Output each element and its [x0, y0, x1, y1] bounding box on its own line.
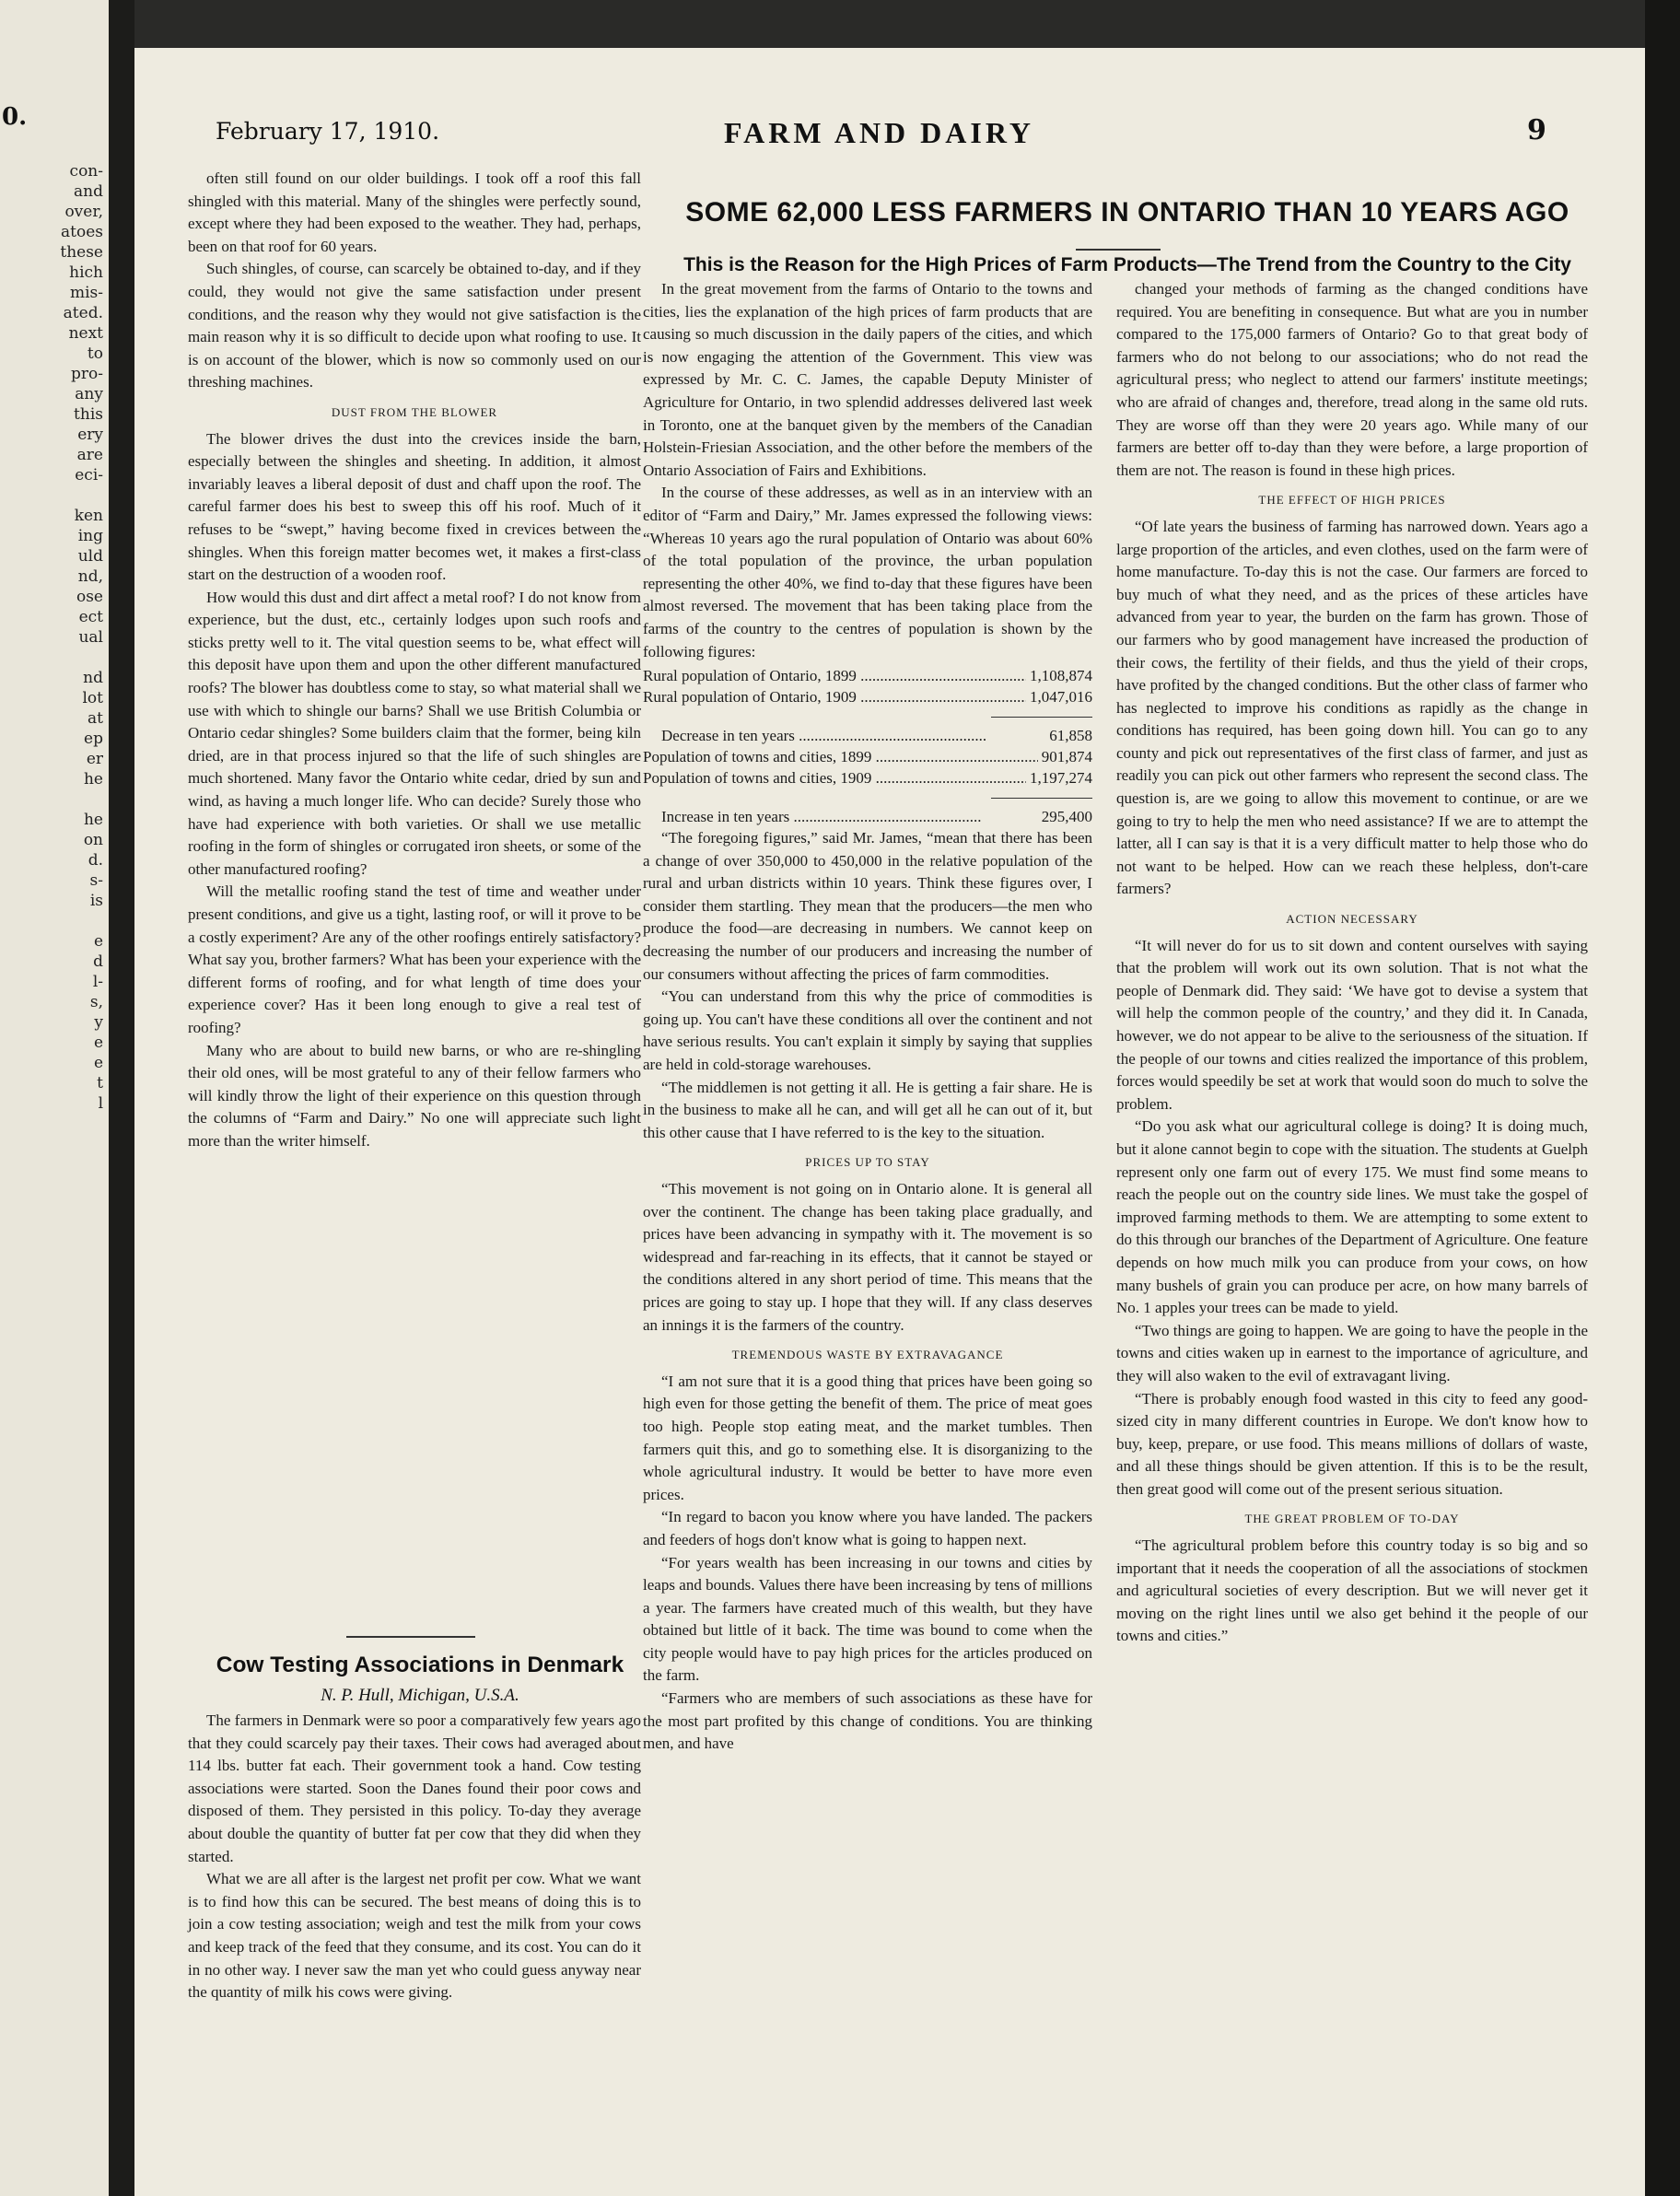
issue-date: February 17, 1910. — [216, 118, 440, 145]
population-table — [643, 665, 1092, 827]
text-fragment: pro- — [71, 365, 103, 383]
effect-text — [1116, 516, 1588, 901]
text-fragment: this — [74, 405, 103, 424]
intro-text — [643, 278, 1092, 663]
continued-text — [1116, 278, 1588, 482]
newspaper-page — [134, 48, 1645, 2196]
text-fragment: t — [97, 1074, 103, 1092]
text-fragment: s, — [89, 993, 103, 1011]
masthead-title: FARM AND DAIRY — [724, 116, 1034, 149]
text-fragment: ose — [76, 588, 103, 606]
subhead-dust-from-blower: DUST FROM THE BLOWER — [331, 404, 498, 419]
paragraph: “It will never do for us to sit down and content ourselves with saying that the problem will work out its own solution. That is not what the people of Denmark did. They said: ‘We have got to devise a system that will help the common people of the country,’ and they did it. In Canada, however, we do not appear to be alive to the seriousness of the situation. If the people of our towns and cities realized the importance of this problem, forces would speedily be set at work that would soon do much to solve the problem. — [1116, 936, 1588, 1113]
cow-testing-author: N. P. Hull, Michigan, U.S.A. — [321, 1686, 519, 1705]
stat-row: Rural population of Ontario, 1909 ..... 1,047,016 — [643, 686, 1092, 707]
text-fragment: these — [60, 243, 103, 262]
text-fragment: ect — [78, 608, 103, 626]
stat-row: Decrease in ten years ..... 61,858 — [643, 725, 1092, 746]
main-headline: SOME 62,000 LESS FARMERS IN ONTARIO THAN 10 YEARS AGO — [685, 197, 1569, 228]
text-fragment: atoes — [61, 223, 103, 241]
action-text — [1116, 935, 1588, 1501]
previous-page-strip — [0, 0, 109, 2196]
subhead-action: ACTION NECESSARY — [1286, 912, 1418, 927]
text-fragment: to — [87, 345, 103, 363]
paragraph: “Two things are going to happen. We are going to have the people in the towns and cities waken up in earnest to the importance of agriculture, and they will also waken to the evil of extravagant living. — [1116, 1321, 1588, 1384]
stat-row: Population of towns and cities, 1899 ..... 901,874 — [643, 746, 1092, 767]
paragraph: “This movement is not going on in Ontario alone. It is general all over the continent. The change has been taking place gradually, and prices have been advancing in sympathy with it. The movement is so widespread and far-reaching in its effects, that it cannot be stayed or the conditions altered in any short period of time. This means that the prices are going to stay up. I hope that they will. If any class deserves an innings it is the farmers of the country. — [643, 1180, 1092, 1334]
article-divider — [346, 1636, 475, 1638]
text-fragment: e — [93, 1054, 103, 1072]
text-fragment: ated. — [63, 304, 103, 322]
paragraph: “The foregoing figures,” said Mr. James, “mean that there has been a change of over 350,000 to 450,000 in the relative population of the rural and urban districts within 10 years. Think these figures over, I consider them startling. They mean that the producers—the men who produce the food—are decreasing in numbers. We cannot keep on decreasing the number of our producers and increasing the number of our consumers without affecting the prices of farm commodities. — [643, 829, 1092, 983]
paragraph: “In regard to bacon you know where you have landed. The packers and feeders of hogs don't know what is going to happen next. — [643, 1508, 1092, 1548]
paragraph: “Of late years the business of farming has narrowed down. Years ago a large proportion of the articles, and even clothes, used on the farm were of home manufacture. To-day this is not the case. Our farmers are forced to buy much of what they need, and as the prices of these articles have advanced from year to year, the burden on the farm has grown. Those of our farmers who by good management have increased the production of their cows, the fertility of their fields, and thus the yield of their crops, have profited by the changed conditions. But the other class of farmer who has neglected to improve his conditions as rapidly as the change in conditions has required, has been going down hill. You can go to any county and pick out representatives of the first class of farmer, and just as readily you can pick out other farmers who represent the second class. The question is, are we going to allow this movement to continue, or are we going to try to help the men who need assistance? If we are to attempt the latter, all I can say is that it is a very difficult matter to help those who do not want to be helped. How can we reach these helpless, don't-care farmers? — [1116, 517, 1588, 898]
headline-rule — [1076, 249, 1161, 251]
stat-row: Population of towns and cities, 1909 ..... 1,197,274 — [643, 767, 1092, 788]
text-fragment: he — [83, 770, 103, 788]
text-fragment: next — [68, 324, 103, 343]
paragraph: What we are all after is the largest net profit per cow. What we want is to find how this can be secured. The best means of doing this is to join a cow testing association; weigh and test the milk from your cows and keep track of the feed that they consume, and its cost. You can do it in no other way. I never saw the man yet who could guess anyway near the quantity of milk his cows were giving. — [188, 1870, 641, 2002]
after-table-text — [643, 827, 1092, 1144]
text-fragment: are — [76, 446, 103, 464]
text-fragment: nd — [83, 669, 103, 687]
paragraph: “Do you ask what our agricultural college is doing? It is doing much, but it alone cannot begin to cope with the situation. The students at Guelph represent only one farm out of every 175. We must find some means to reach the people out on the country side lines. We must take the gospel of improved farming methods to them. We are attempting to some extent to do this through our branches of the Department of Agriculture. One feature depends on how much milk you can produce from your cows, on how many bushels of grain you can produce per acre, on how many barrels of No. 1 apples your trees can be made to yield. — [1116, 1117, 1588, 1317]
prices-text — [643, 1178, 1092, 1337]
text-fragment: eci- — [75, 466, 103, 485]
text-fragment: he — [83, 811, 103, 829]
problem-text — [1116, 1535, 1588, 1648]
scan-border — [1645, 0, 1680, 2196]
subhead-effect: THE EFFECT OF HIGH PRICES — [1258, 493, 1446, 508]
text-fragment: l- — [92, 973, 103, 991]
main-subheadline: This is the Reason for the High Prices of Farm Products—The Trend from the Country to the City — [683, 254, 1571, 275]
waste-text — [643, 1371, 1092, 1756]
text-fragment: y — [94, 1013, 103, 1032]
text-fragment: at — [88, 709, 103, 728]
text-fragment: ery — [77, 426, 103, 444]
text-fragment: ual — [78, 628, 103, 647]
text-fragment: con- — [69, 162, 103, 181]
text-fragment: and — [74, 182, 103, 201]
text-fragment: ing — [77, 527, 103, 545]
main-article-column-2 — [643, 278, 1092, 1756]
table-rule — [991, 717, 1092, 718]
roofing-text-a — [188, 168, 641, 394]
paragraph: “I am not sure that it is a good thing that prices have been going so high even for those getting the benefit of them. The price of meat goes too high. People stop eating meat, and the market tumbles. Then farmers quit this, and go to something else. It is disorganizing to the whole agricultural industry. It would be better to have more even prices. — [643, 1372, 1092, 1503]
paragraph: Such shingles, of course, can scarcely be obtained to-day, and if they could, they would not give the same satisfaction under present conditions, and the reason why they would not give satisfaction is the main reason why it is so difficult to decide upon what roofing to use. It is on account of the blower, which is now so commonly used on our threshing machines. — [188, 260, 641, 391]
stat-row: Increase in ten years ..... 295,400 — [643, 806, 1092, 827]
paragraph: “The middlemen is not getting it all. He is getting a fair share. He is in the business to make all he can, and will get all he can out of it, but this other cause that I have referred to is the key to the situation. — [643, 1078, 1092, 1141]
text-fragment: e — [93, 1034, 103, 1052]
roofing-column — [188, 168, 641, 1153]
text-fragment: hich — [69, 263, 103, 282]
text-fragment: mis- — [69, 284, 103, 302]
paragraph: “For years wealth has been increasing in our towns and cities by leaps and bounds. Values there have been increasing by tens of millions a year. The farmers have created much of this wealth, but they have obtained but little of it back. The time was bound to come when the city people would have to pay high prices for the articles produced on the farm. — [643, 1553, 1092, 1685]
paragraph: often still found on our older buildings. I took off a roof this fall shingled with this material. Many of the shingles were perfectly sound, except where they had been exposed to the weather. They had, perhaps, been on that roof for 60 years. — [188, 169, 641, 255]
paragraph: The farmers in Denmark were so poor a comparatively few years ago that they could scarcely pay their taxes. Their cows had averaged about 114 lbs. butter fat each. Their government took a hand. Cow testing associations were started. Soon the Danes found their poor cows and disposed of them. They persisted in this policy. To-day they average about double the quantity of butter fat per cow that they did when they started. — [188, 1711, 641, 1865]
page-gutter — [109, 0, 134, 2196]
cow-testing-title: Cow Testing Associations in Denmark — [216, 1653, 624, 1677]
table-rule — [991, 798, 1092, 799]
text-fragment: uld — [77, 547, 103, 566]
page-number: 9 — [1527, 114, 1546, 146]
text-fragment: any — [75, 385, 103, 403]
text-fragment: l — [98, 1094, 103, 1113]
paragraph: In the great movement from the farms of Ontario to the towns and cities, lies the explanation of the high prices of farm products that are causing so much discussion in the daily papers of the cities, and which is now engaging the attention of the Government. This view was expressed by Mr. C. C. James, the capable Deputy Minister of Agriculture for Ontario, in two splendid addresses delivered last week in Toronto, one at the banquet given by the members of the Canadian Holstein-Friesian Association, and the other before the members of the Ontario Association of Fairs and Exhibitions. — [643, 280, 1092, 479]
paragraph: changed your methods of farming as the changed conditions have required. You are benefiting in consequence. But what are you in number compared to the 175,000 farmers of Ontario? Go to that great body of farmers who do not belong to our associations; who do not read the agricultural press; who neglect to attend our farmers' institute meetings; who are afraid of changes and, therefore, tread along in the same old ruts. They are worse off than they were 20 years ago. While many of our farmers are better off to-day than they were before, a large proportion of them are not. The reason is found in these high prices. — [1116, 280, 1588, 479]
paragraph: Will the metallic roofing stand the test of time and weather under present conditions, and give us a tight, lasting roof, or will it prove to be a costly experiment? Are any of the other roofings entirely satisfactory? What say you, brother farmers? What has been your experience with the different forms of roofing, and for what length of time does your experience cover? Has it been long enough to give a real test of roofing? — [188, 882, 641, 1036]
text-fragment: d — [93, 952, 103, 971]
main-article-column-3 — [1116, 278, 1588, 1648]
text-fragment: nd, — [77, 567, 103, 586]
paragraph: “There is probably enough food wasted in this city to feed any good-sized city in many different countries in Europe. We don't know how to buy, keep, prepare, or use food. This means millions of dollars of waste, and all these things should be given attention. If this is to be the result, then great good will come out of the present serious situation. — [1116, 1389, 1588, 1498]
roofing-text-b — [188, 428, 641, 1153]
cow-testing-body — [188, 1710, 641, 2004]
text-fragment: on — [83, 831, 103, 849]
paragraph: “The agricultural problem before this country today is so big and so important that it needs the cooperation of all the associations of stockmen and agricultural societies of every description. But we will never get it moving on the right lines until we also get behind it the people of our towns and cities.” — [1116, 1536, 1588, 1645]
subhead-waste: TREMENDOUS WASTE BY EXTRAVAGANCE — [731, 1348, 1004, 1362]
text-fragment: ken — [74, 507, 103, 525]
text-fragment: d. — [88, 851, 103, 870]
paragraph: “You can understand from this why the price of commodities is going up. You can't have these conditions all over the continent and not have serious results. You can't explain it simply by saying that supplies are held in cold-storage warehouses. — [643, 987, 1092, 1074]
paragraph: Many who are about to build new barns, or who are re-shingling their old ones, will be most grateful to any of their fellow farmers who will kindly throw the light of their experience on this question through the columns of “Farm and Dairy.” No one will appreciate such light more than the writer himself. — [188, 1041, 641, 1150]
paragraph: The blower drives the dust into the crevices inside the barn, especially between the shingles and sheeting. In addition, it almost invariably leaves a liberal deposit of dust and chaff upon the roof. The careful farmer does his best to sweep this off his roof. Much of it refuses to be “swept,” having become fixed in crevices between the shingles. When this foreign matter becomes wet, it makes a first-class start on the destruction of a wooden roof. — [188, 429, 641, 584]
paragraph: “Farmers who are members of such associations as these have for the most part profited by this change of conditions. You are thinking men, and have — [643, 1689, 1092, 1753]
subhead-problem: THE GREAT PROBLEM OF TO-DAY — [1244, 1512, 1460, 1526]
text-fragment: er — [86, 750, 103, 768]
paragraph: How would this dust and dirt affect a metal roof? I do not know from experience, but the dust, etc., certainly lodges upon such roofs and sticks pretty well to it. The vital question seems to be, what effect will this deposit have upon them and upon the other different manufactured roofs? The blower has doubtless come to stay, so what material shall we use with which to shingle our barns? Shall we use British Columbia or Ontario cedar shingles? Some builders claim that the former, being kiln dried, are in that process injured so that the life of such shingles are much shortened. Many favor the Ontario white cedar, dried by sun and wind, as having a much longer life. Who can decide? Surely those who have had experience with both varieties. Or shall we use metallic roofing in the form of shingles or corrugated iron sheets, or some of the other manufactured roofing? — [188, 588, 641, 878]
paragraph: In the course of these addresses, as well as in an interview with an editor of “Farm and Dairy,” Mr. James expressed the following views: “Whereas 10 years ago the rural population of Ontario was about 60% of the total population of the province, the urban population representing the other 40%, we find to-day that these figures have been almost reversed. The movement that has been taking place from the farms of the country to the centres of population is shown by the following figures: — [643, 484, 1092, 660]
text-fragment: ep — [84, 730, 103, 748]
text-fragment: e — [93, 932, 103, 951]
text-fragment: over, — [64, 203, 103, 221]
text-fragment: lot — [82, 689, 103, 707]
text-fragment: s- — [89, 871, 103, 890]
subhead-prices-up: PRICES UP TO STAY — [805, 1155, 930, 1170]
stat-row: Rural population of Ontario, 1899 ..... 1,108,874 — [643, 665, 1092, 686]
text-fragment: is — [89, 892, 103, 910]
previous-page-number: 0. — [2, 103, 28, 131]
